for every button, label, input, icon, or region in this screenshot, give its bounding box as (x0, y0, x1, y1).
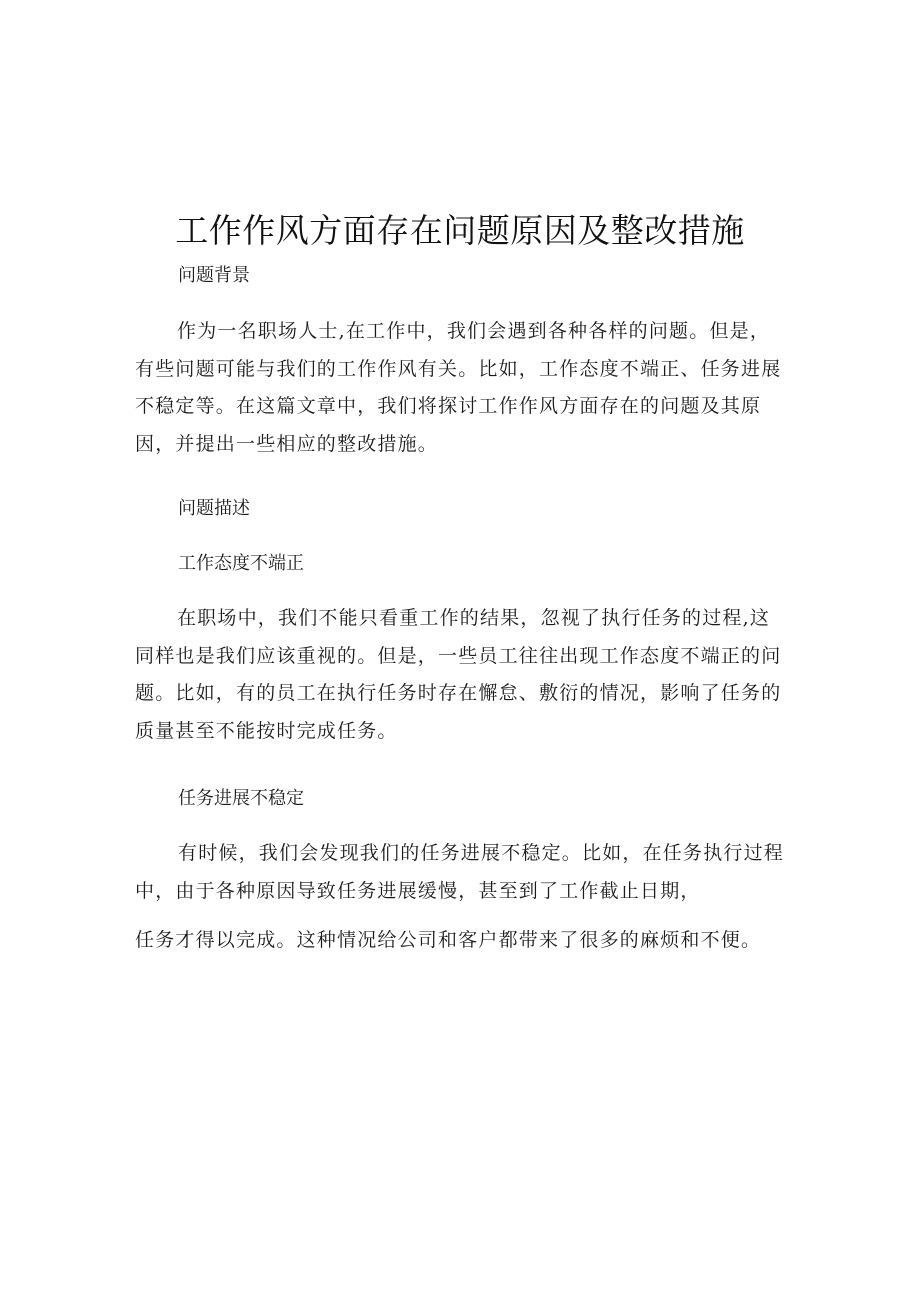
subsection-heading-progress: 任务进展不稳定 (178, 788, 304, 809)
progress-paragraph-line-1: 有时候，我们会发现我们的任务进展不稳定。比如，在任务执行过程 (178, 842, 785, 864)
attitude-paragraph: 在职场中，我们不能只看重工作的结果，忽视了执行任务的过程,这同样也是我们应该重视的。但是，一些员工往往出现工作态度不端正的问题。比如，有的员工在执行任务时存在懈怠、敷衍的情况，影响了任务的质量甚至不能按时完成任务。 (135, 607, 782, 742)
intro-paragraph: 作为一名职场人士,在工作中，我们会遇到各种各样的问题。但是，有些问题可能与我们的工作作风有关。比如，工作态度不端正、任务进展不稳定等。在这篇文章中，我们将探讨工作作风方面存在的问题及其原因，并提出一些相应的整改措施。 (135, 320, 782, 455)
section-heading-background: 问题背景 (178, 265, 250, 286)
document-title: 工作作风方面存在问题原因及整改措施 (175, 211, 745, 250)
section-heading-description: 问题描述 (178, 498, 250, 519)
progress-paragraph-line-2: 中，由于各种原因导致任务进展缓慢，甚至到了工作截止日期， (135, 880, 701, 902)
progress-paragraph-line-3: 任务才得以完成。这种情况给公司和客户都带来了很多的麻烦和不便。 (135, 929, 762, 951)
subsection-heading-attitude: 工作态度不端正 (178, 553, 304, 574)
